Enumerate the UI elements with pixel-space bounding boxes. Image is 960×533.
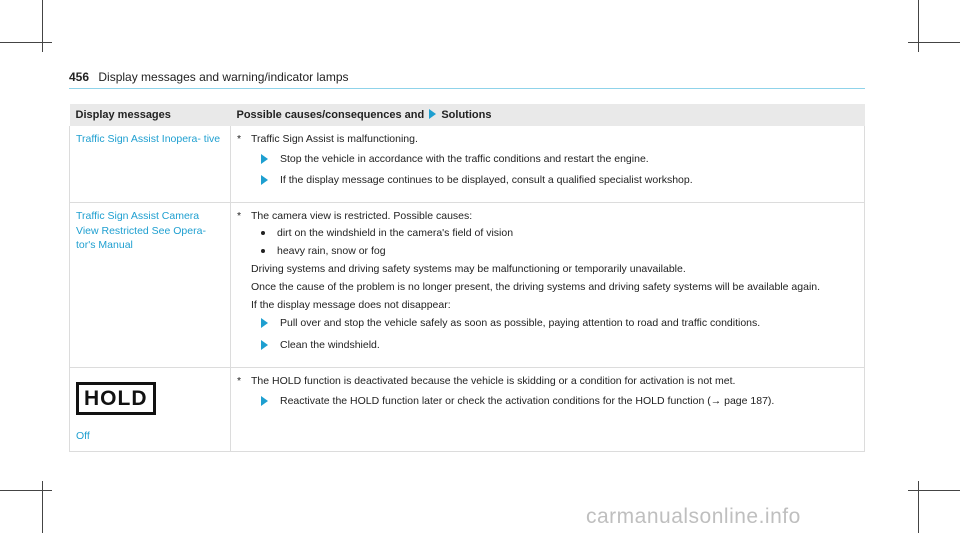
col-header-solutions-text: Solutions bbox=[441, 109, 492, 121]
display-messages-table bbox=[69, 104, 865, 452]
crop-mark bbox=[0, 490, 52, 491]
crop-mark bbox=[42, 0, 43, 52]
table-row bbox=[70, 367, 865, 451]
cause-text: The camera view is restricted. Possible causes: bbox=[251, 210, 473, 223]
crop-mark bbox=[42, 481, 43, 533]
consequence-paragraph: Driving systems and driving safety systems may be malfunctioning or temporarily unavailable. bbox=[251, 262, 686, 275]
page-number: 456 bbox=[69, 70, 90, 84]
table-header-row bbox=[70, 104, 865, 126]
solution-step: Reactivate the HOLD function later or check the activation conditions for the HOLD function (→ page 187). bbox=[280, 394, 775, 407]
solution-step: Stop the vehicle in accordance with the traffic conditions and restart the engine. bbox=[280, 153, 649, 166]
cause-bullet: heavy rain, snow or fog bbox=[277, 244, 386, 257]
arrow-right-icon bbox=[261, 318, 268, 328]
display-message-text: Traffic Sign Assist Camera View Restricted See Opera- tor's Manual bbox=[76, 210, 206, 251]
cause-text: Traffic Sign Assist is malfunctioning. bbox=[251, 132, 418, 145]
col-header-display-messages: Display messages bbox=[70, 104, 231, 126]
cause-mark: * bbox=[237, 210, 242, 223]
bullet-icon bbox=[261, 249, 265, 253]
solution-step: Clean the windshield. bbox=[280, 338, 380, 351]
crop-mark bbox=[908, 490, 960, 491]
arrow-right-icon bbox=[261, 154, 268, 164]
header-rule bbox=[69, 88, 865, 89]
bullet-icon bbox=[261, 231, 265, 235]
crop-mark bbox=[0, 42, 52, 43]
hold-icon-label: HOLD bbox=[84, 386, 148, 410]
hold-icon bbox=[76, 382, 156, 415]
cause-bullet: dirt on the windshield in the camera's field of vision bbox=[277, 226, 514, 239]
cause-mark: * bbox=[237, 374, 242, 387]
col-header-causes bbox=[231, 104, 865, 126]
arrow-right-icon bbox=[261, 175, 268, 185]
cause-mark: * bbox=[237, 132, 242, 145]
page-header bbox=[69, 70, 349, 84]
crop-mark bbox=[918, 481, 919, 533]
page-title: Display messages and warning/indicator lamps bbox=[98, 70, 349, 84]
consequence-paragraph: If the display message does not disappear: bbox=[251, 299, 451, 312]
watermark: carmanualsonline.info bbox=[586, 505, 801, 528]
crop-mark bbox=[908, 42, 960, 43]
consequence-paragraph: Once the cause of the problem is no longer present, the driving systems and driving safety systems will be available again. bbox=[251, 281, 821, 294]
cause-text: The HOLD function is deactivated because the vehicle is skidding or a condition for activation is not met. bbox=[251, 374, 736, 387]
table-row bbox=[70, 126, 865, 203]
arrow-right-icon bbox=[261, 340, 268, 350]
solution-step: Pull over and stop the vehicle safely as soon as possible, paying attention to road and traffic conditions. bbox=[280, 317, 761, 330]
solution-step: If the display message continues to be displayed, consult a qualified specialist workshop. bbox=[280, 174, 693, 187]
arrow-right-icon bbox=[429, 109, 436, 119]
display-message-text: Traffic Sign Assist Inopera- tive bbox=[76, 132, 221, 145]
crop-mark bbox=[918, 0, 919, 52]
arrow-right-icon bbox=[261, 396, 268, 406]
table-row bbox=[70, 203, 865, 367]
col-header-causes-text: Possible causes/consequences and bbox=[236, 109, 425, 121]
display-message-text: Off bbox=[76, 429, 90, 442]
